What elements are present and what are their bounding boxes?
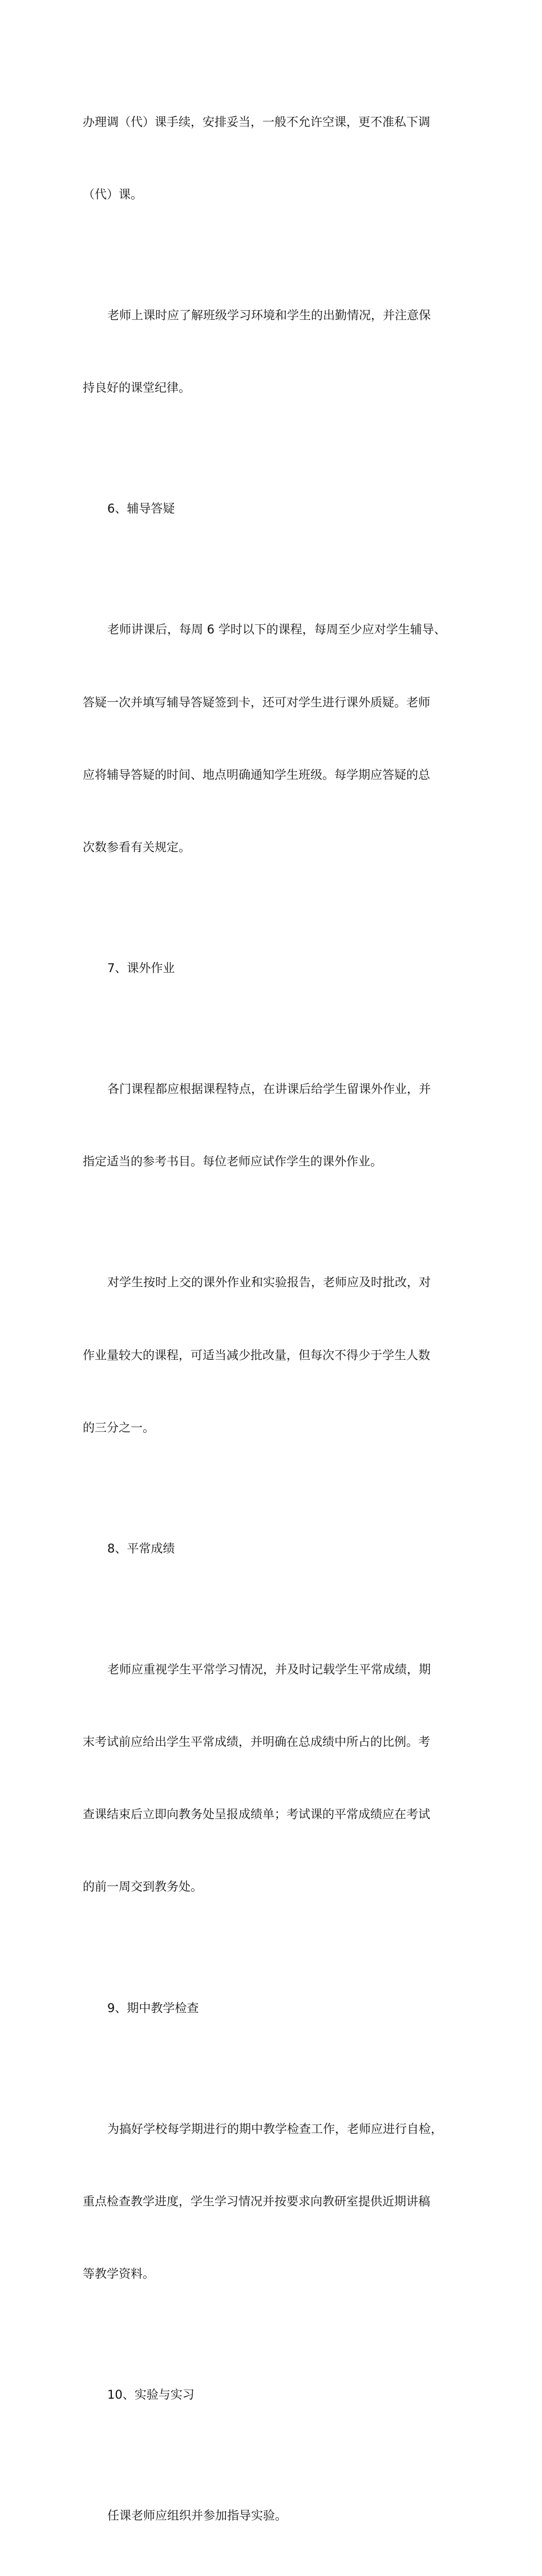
heading-text: 8、平常成绩 (107, 1541, 175, 1555)
text-line: 各门课程都应根据课程特点，在讲课后给学生留课外作业，并 (107, 1082, 431, 1096)
text-line: 任课老师应组织并参加指导实验。 (107, 2509, 287, 2523)
section-heading-homework (83, 908, 465, 1029)
paragraph-classroom-discipline (83, 255, 465, 448)
paragraph-midterm-inspection (83, 2069, 465, 2334)
paragraph-tutoring (83, 570, 465, 908)
text-line: 为搞好学校每学期进行的期中教学检查工作，老师应进行自检， (107, 2122, 443, 2136)
section-heading-midterm-inspection (83, 1948, 465, 2069)
paragraph-leave-procedure (83, 62, 465, 255)
paragraph-regular-grades (83, 1609, 465, 1948)
text-line: 末考试前应给出学生平常成绩，并明确在总成绩中所占的比例。考 (83, 1735, 430, 1749)
paragraph-homework-assignment (83, 1029, 465, 1222)
text-line: 重点检查教学进度，学生学习情况并按要求向教研室提供近期讲稿 (83, 2194, 430, 2208)
text-line: 老师上课时应了解班级学习环境和学生的出勤情况，并注意保 (107, 308, 431, 323)
text-line: 答疑一次并填写辅导答疑签到卡，还可对学生进行课外质疑。老师 (83, 695, 430, 709)
text-line: 指定适当的参考书目。每位老师应试作学生的课外作业。 (83, 1155, 382, 1169)
text-line: 老师讲课后，每周 6 学时以下的课程，每周至少应对学生辅导、 (107, 623, 446, 637)
text-line: 等教学资料。 (83, 2266, 155, 2281)
text-line: 查课结束后立即向教务处呈报成绩单；考试课的平常成绩应在考试 (83, 1807, 430, 1822)
paragraph-experiments (83, 2455, 465, 2576)
text-line: 次数参看有关规定。 (83, 840, 191, 854)
section-heading-tutoring (83, 449, 465, 570)
text-line: 的前一周交到教务处。 (83, 1880, 203, 1894)
text-line: （代）课。 (83, 188, 143, 202)
text-line: 的三分之一。 (83, 1420, 155, 1435)
paragraph-homework-grading (83, 1222, 465, 1488)
text-line: 对学生按时上交的课外作业和实验报告，老师应及时批改，对 (107, 1275, 431, 1290)
text-line: 持良好的课堂纪律。 (83, 381, 191, 395)
heading-text: 7、课外作业 (107, 961, 175, 976)
document-body (83, 62, 465, 2576)
text-line: 应将辅导答疑的时间、地点明确通知学生班级。每学期应答疑的总 (83, 767, 430, 782)
text-line: 作业量较大的课程，可适当减少批改量，但每次不得少于学生人数 (83, 1348, 430, 1362)
heading-text: 6、辅导答疑 (107, 502, 175, 516)
text-line: 老师应重视学生平常学习情况，并及时记载学生平常成绩，期 (107, 1662, 431, 1676)
heading-text: 10、实验与实习 (107, 2388, 195, 2402)
section-heading-experiments-internship (83, 2334, 465, 2455)
section-heading-regular-grades (83, 1488, 465, 1609)
heading-text: 9、期中教学检查 (107, 2001, 199, 2015)
text-line: 办理调（代）课手续，安排妥当，一般不允许空课，更不准私下调 (83, 115, 430, 129)
